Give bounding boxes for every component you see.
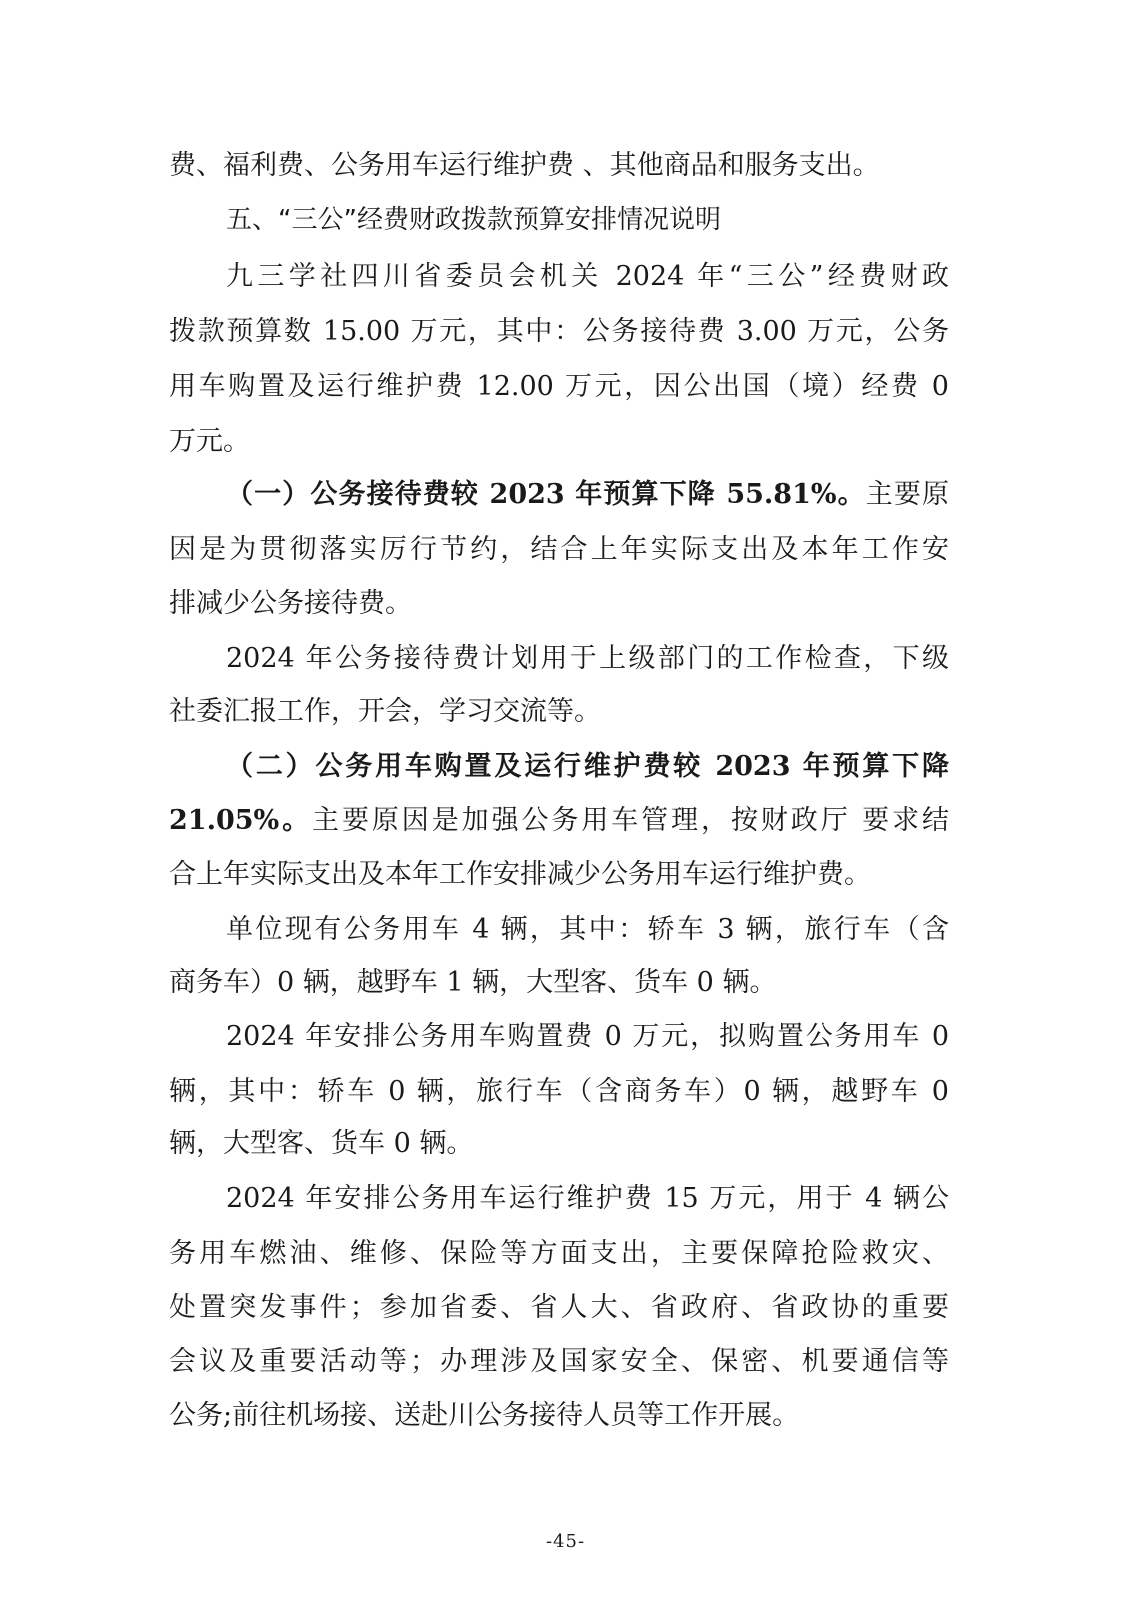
page-number: -45-	[545, 1531, 586, 1552]
section-heading: 五、“三公”经费财政拨款预算安排情况说明	[226, 205, 721, 235]
paragraph-text: 主要原因是加强公务用车管理，按财政厅 要求结	[312, 805, 949, 836]
subsection-heading: （二）公务用车购置及运行维护费较 2023 年预算下降	[226, 751, 949, 782]
paragraph-line: 务用车燃油、维修、保险等方面支出，主要保障抢险救灾、	[169, 1238, 949, 1269]
paragraph-line: 九三学社四川省委员会机关 2024 年“三公”经费财政	[226, 261, 949, 292]
paragraph-line: 辆，其中：轿车 0 辆，旅行车（含商务车）0 辆，越野车 0	[169, 1076, 949, 1107]
paragraph-line: 公务;前往机场接、送赴川公务接待人员等工作开展。	[169, 1400, 800, 1431]
paragraph-line: 拨款预算数 15.00 万元，其中：公务接待费 3.00 万元，公务	[169, 316, 949, 347]
paragraph-line: 处置突发事件；参加省委、省人大、省政府、省政协的重要	[169, 1292, 949, 1323]
paragraph-line: 社委汇报工作，开会，学习交流等。	[169, 696, 601, 727]
subsection-heading: （一）公务接待费较 2023 年预算下降 55.81%。	[226, 479, 866, 510]
paragraph-text: 主要原	[865, 479, 949, 510]
paragraph-line	[226, 476, 949, 514]
paragraph-line: 用车购置及运行维护费 12.00 万元，因公出国（境）经费 0	[169, 371, 949, 402]
paragraph-line: 2024 年安排公务用车购置费 0 万元，拟购置公务用车 0	[226, 1021, 949, 1052]
paragraph-line: 排减少公务接待费。	[169, 588, 412, 619]
paragraph-line: 单位现有公务用车 4 辆，其中：轿车 3 辆，旅行车（含	[226, 914, 949, 945]
paragraph-line: 2024 年安排公务用车运行维护费 15 万元，用于 4 辆公	[226, 1183, 949, 1214]
paragraph-line: 会议及重要活动等；办理涉及国家安全、保密、机要通信等	[169, 1346, 949, 1377]
paragraph-line: 因是为贯彻落实厉行节约，结合上年实际支出及本年工作安	[169, 534, 949, 565]
paragraph-line: 商务车）0 辆，越野车 1 辆，大型客、货车 0 辆。	[169, 967, 777, 998]
paragraph-line	[169, 802, 949, 840]
subsection-heading-tail: 21.05%。	[169, 805, 313, 836]
paragraph-line: 费、福利费、公务用车运行维护费 、其他商品和服务支出。	[169, 150, 880, 181]
paragraph-line: 辆，大型客、货车 0 辆。	[169, 1128, 474, 1159]
paragraph-line: 2024 年公务接待费计划用于上级部门的工作检查，下级	[226, 643, 949, 674]
paragraph-line: 万元。	[169, 426, 250, 457]
paragraph-line: 合上年实际支出及本年工作安排减少公务用车运行维护费。	[169, 859, 871, 890]
